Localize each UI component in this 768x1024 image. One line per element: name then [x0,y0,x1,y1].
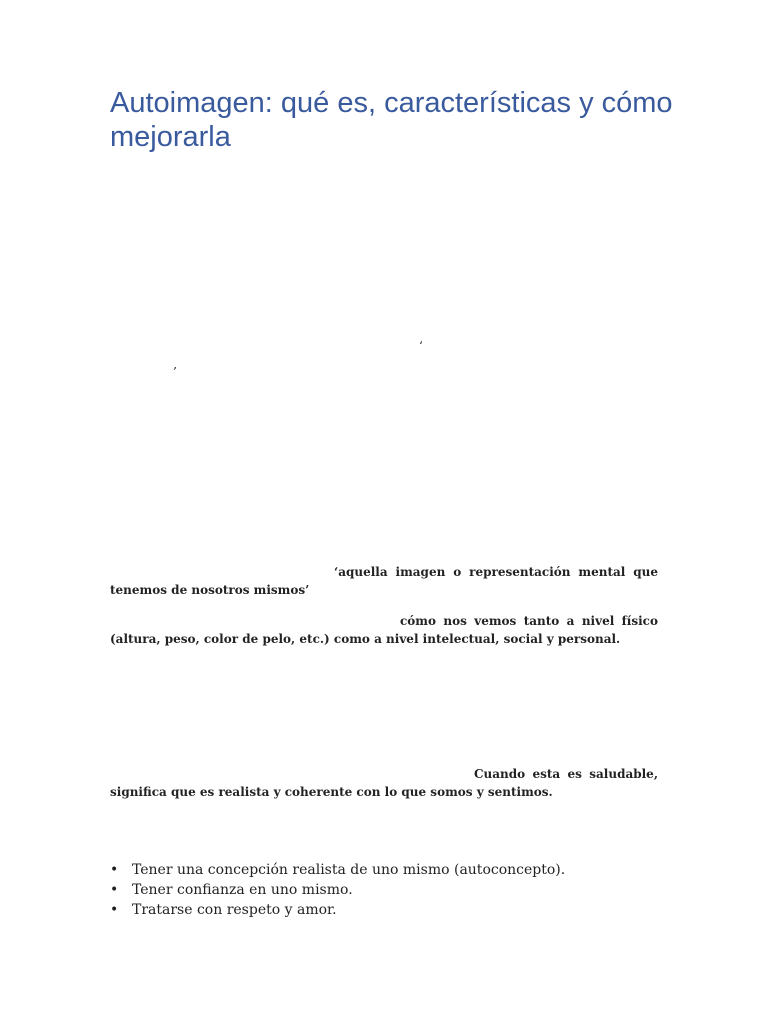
description-text: cómo nos vemos tanto a nivel físico (altura, peso, color de pelo, etc.) como a nivel intelectual, social y personal. [110,614,658,646]
stray-open-quote: ‘ [419,339,423,353]
list-item [110,860,565,880]
definition-text: aquella imagen o representación mental que tenemos de nosotros mismos’ [110,565,658,597]
description-paragraph [110,612,658,648]
healthy-text: Cuando esta es saludable, significa que es realista y coherente con lo que somos y sentimos. [110,767,658,799]
list-item-text: Tener confianza en uno mismo. [132,882,353,898]
page-title: Autoimagen: qué es, características y cómo mejorarla [110,87,673,153]
list-item [110,900,565,920]
list-item [110,880,565,900]
list-item-text: Tener una concepción realista de uno mismo (autoconcepto). [132,862,566,878]
bullet-icon: • [110,862,119,878]
bullet-icon: • [110,902,119,918]
healthy-paragraph [110,765,658,801]
stray-comma-quote: ’ [173,365,177,379]
bullet-icon: • [110,882,119,898]
definition-paragraph [110,563,658,599]
definition-quote-mark: ‘ [334,565,339,579]
characteristics-list [110,860,565,920]
list-item-text: Tratarse con respeto y amor. [132,902,337,918]
